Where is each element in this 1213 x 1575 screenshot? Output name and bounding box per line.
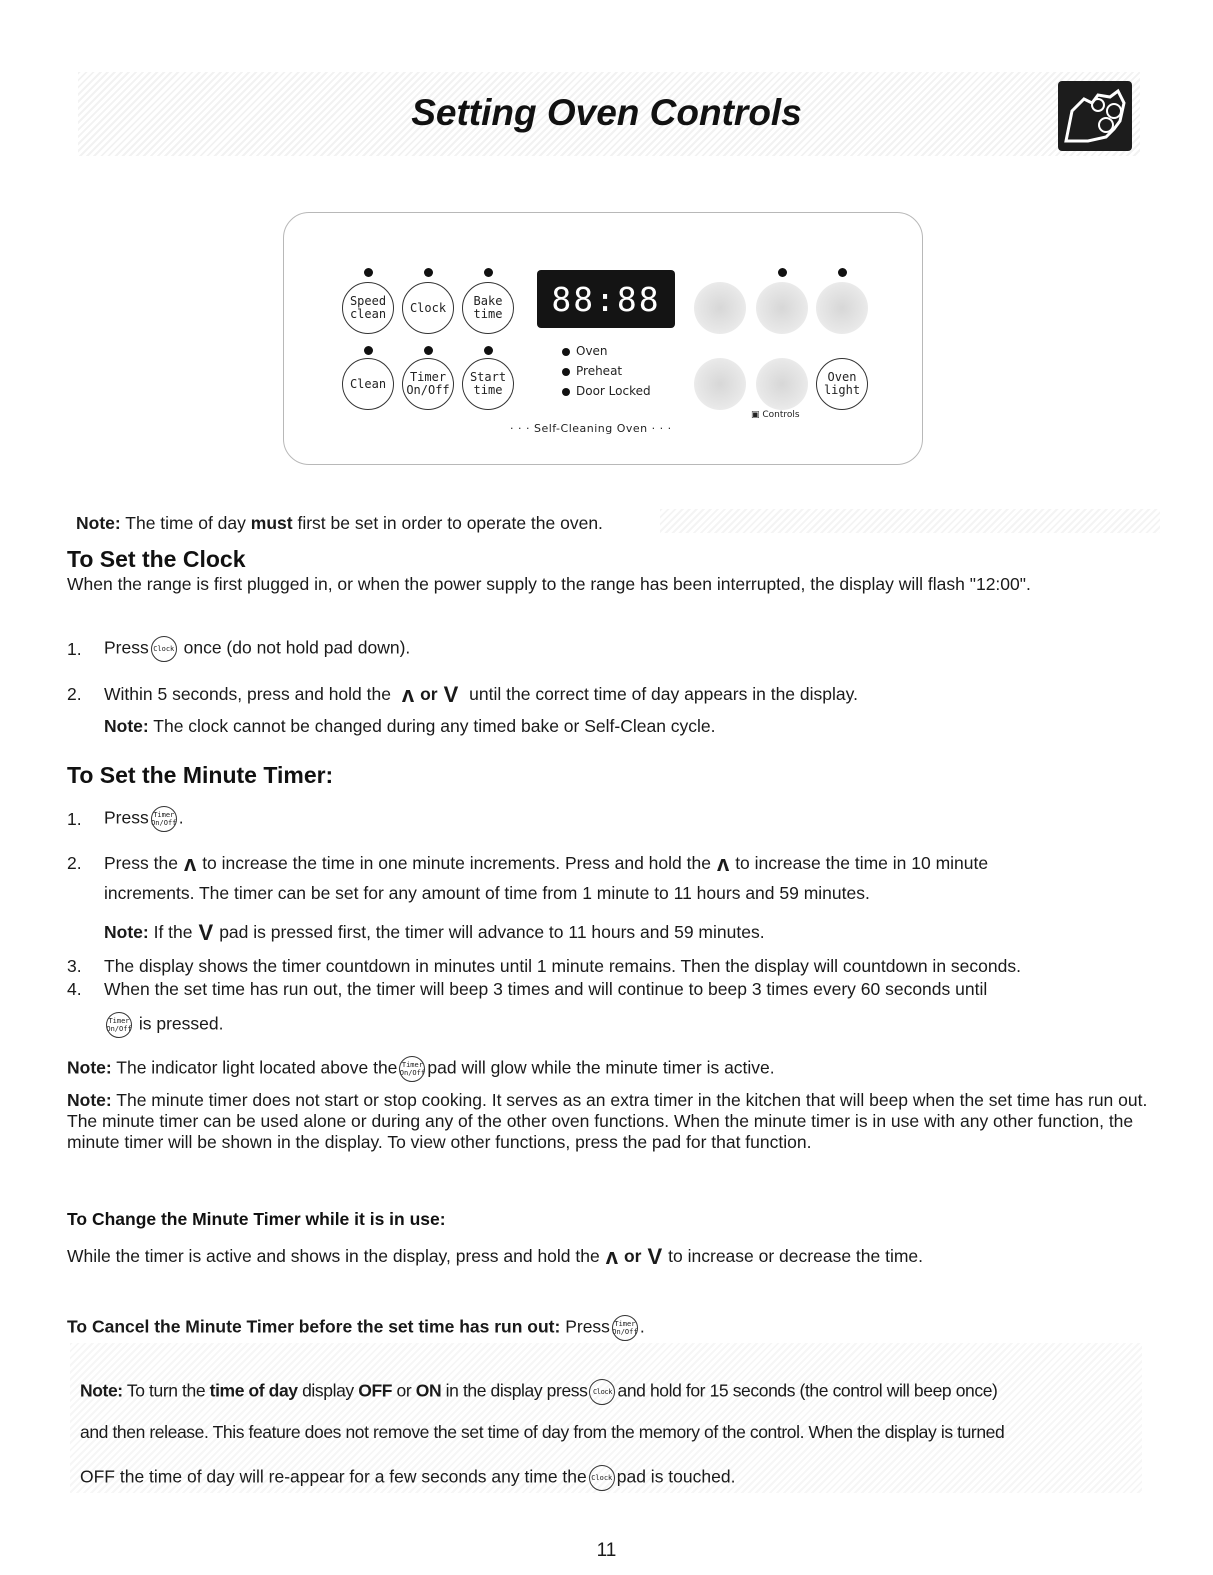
step-number: 3. [67, 956, 82, 976]
clock-step-1: Press Clock once (do not hold pad down). [104, 636, 410, 662]
clock-pad[interactable]: Clock [402, 282, 454, 334]
clean-pad[interactable]: Clean [342, 358, 394, 410]
timer-step-2-line-2: increments. The timer can be set for any amount of time from 1 minute to 11 hours and 59 minutes. [104, 883, 870, 903]
preheat-indicator: Preheat [562, 364, 622, 378]
step-number: 1. [67, 809, 82, 829]
indicator-dot [364, 346, 373, 355]
door-locked-indicator: Door Locked [562, 384, 651, 398]
step-number: 2. [67, 853, 82, 873]
up-arrow-icon: ʌ [401, 682, 415, 708]
timer-onoff-pad[interactable]: Timer On/Off [402, 358, 454, 410]
oven-display: 88:88 [537, 270, 675, 328]
clock-heading: To Set the Clock [67, 546, 246, 572]
note-shading [660, 509, 1160, 533]
note-time-of-day: Note: The time of day must first be set in order to operate the oven. [76, 513, 603, 533]
page-title: Setting Oven Controls [411, 92, 802, 133]
timer-extra-note: Note: The minute timer does not start or stop cooking. It serves as an extra timer in the kitchen that will beep when the set time has run out. The minute timer can be used alone or during any of the other oven functions. When the minute timer is in use with any other function, the minute timer will be shown in the display. To view other functions, press the pad for that function. [67, 1090, 1148, 1152]
timer-pad-icon: Timer On/Off [612, 1315, 638, 1341]
step-number: 1. [67, 639, 82, 659]
timer-heading: To Set the Minute Timer: [67, 762, 334, 788]
timer-indicator-note: Note: The indicator light located above the Timer On/Off pad will glow while the minute timer is active. [67, 1056, 775, 1082]
timer-pad-icon: Timer On/Off [399, 1056, 425, 1082]
timer-pad-icon: Timer On/Off [151, 806, 177, 832]
timer-step-2: Press the ʌ to increase the time in one minute increments. Press and hold the ʌ to increase the time in 10 minute [104, 851, 989, 877]
indicator-dot [424, 268, 433, 277]
faded-pad [756, 282, 808, 334]
page-number: 11 [596, 1540, 617, 1561]
display-onoff-note-line-2: and then release. This feature does not remove the set time of day from the memory of the control. When the display is turned [80, 1422, 1005, 1442]
controls-lock-label: ▣ Controls [751, 410, 800, 420]
clock-pad-icon: Clock [589, 1379, 615, 1405]
bake-time-pad[interactable]: Bake time [462, 282, 514, 334]
clock-intro: When the range is first plugged in, or when the power supply to the range has been interrupted, the display will flash "12:00". [67, 574, 1031, 594]
indicator-dot [364, 268, 373, 277]
faded-pad [694, 282, 746, 334]
timer-step-4-line-2: Timer On/Off is pressed. [104, 1012, 224, 1038]
indicator-dot [484, 268, 493, 277]
timer-note: Note: If the V pad is pressed first, the timer will advance to 11 hours and 59 minutes. [104, 920, 765, 946]
down-arrow-icon: V [443, 682, 459, 708]
faded-pad [756, 358, 808, 410]
change-timer-heading: To Change the Minute Timer while it is in use: [67, 1209, 446, 1229]
change-timer-text: While the timer is active and shows in the display, press and hold the ʌ or V to increase or decrease the time. [67, 1244, 924, 1270]
indicator-dot [424, 346, 433, 355]
cancel-timer-heading: To Cancel the Minute Timer before the set time has run out: [67, 1316, 561, 1337]
indicator-dot [838, 268, 847, 277]
down-arrow-icon: V [198, 920, 214, 946]
self-cleaning-oven-label: · · · Self-Cleaning Oven · · · [510, 422, 672, 435]
down-arrow-icon: V [647, 1244, 663, 1270]
timer-step-1: Press Timer On/Off . [104, 806, 184, 832]
cancel-timer-line: To Cancel the Minute Timer before the set time has run out: Press Timer On/Off . [67, 1315, 645, 1341]
speed-clean-pad[interactable]: Speed clean [342, 282, 394, 334]
clock-pad-icon: Clock [589, 1465, 615, 1491]
timer-step-3: The display shows the timer countdown in minutes until 1 minute remains. Then the display will countdown in seconds. [104, 956, 1021, 976]
indicator-dot [484, 346, 493, 355]
oven-light-pad[interactable]: Oven light [816, 358, 868, 410]
timer-step-4: When the set time has run out, the timer will beep 3 times and will continue to beep 3 times every 60 seconds until [104, 979, 988, 999]
faded-pad [816, 282, 868, 334]
display-onoff-note-line-1: Note: To turn the time of day display OFF or ON in the display press Clock and hold for 15 seconds (the control will beep once) [80, 1379, 997, 1405]
step-number: 4. [67, 979, 82, 999]
lock-icon: ▣ [751, 410, 760, 420]
display-onoff-note-line-3: OFF the time of day will re-appear for a few seconds any time the Clock pad is touched. [80, 1465, 735, 1491]
clock-note: Note: The clock cannot be changed during any timed bake or Self-Clean cycle. [104, 716, 716, 736]
timer-pad-icon: Timer On/Off [106, 1012, 132, 1038]
oven-controls-logo-icon [1058, 81, 1132, 151]
clock-step-2: Within 5 seconds, press and hold the ʌ or V until the correct time of day appears in the display. [104, 682, 858, 708]
up-arrow-icon: ʌ [183, 851, 197, 877]
step-number: 2. [67, 684, 82, 704]
up-arrow-icon: ʌ [716, 851, 730, 877]
indicator-dot [778, 268, 787, 277]
faded-pad [694, 358, 746, 410]
start-time-pad[interactable]: Start time [462, 358, 514, 410]
oven-indicator: Oven [562, 344, 608, 358]
up-arrow-icon: ʌ [605, 1244, 618, 1270]
clock-pad-icon: Clock [151, 636, 177, 662]
